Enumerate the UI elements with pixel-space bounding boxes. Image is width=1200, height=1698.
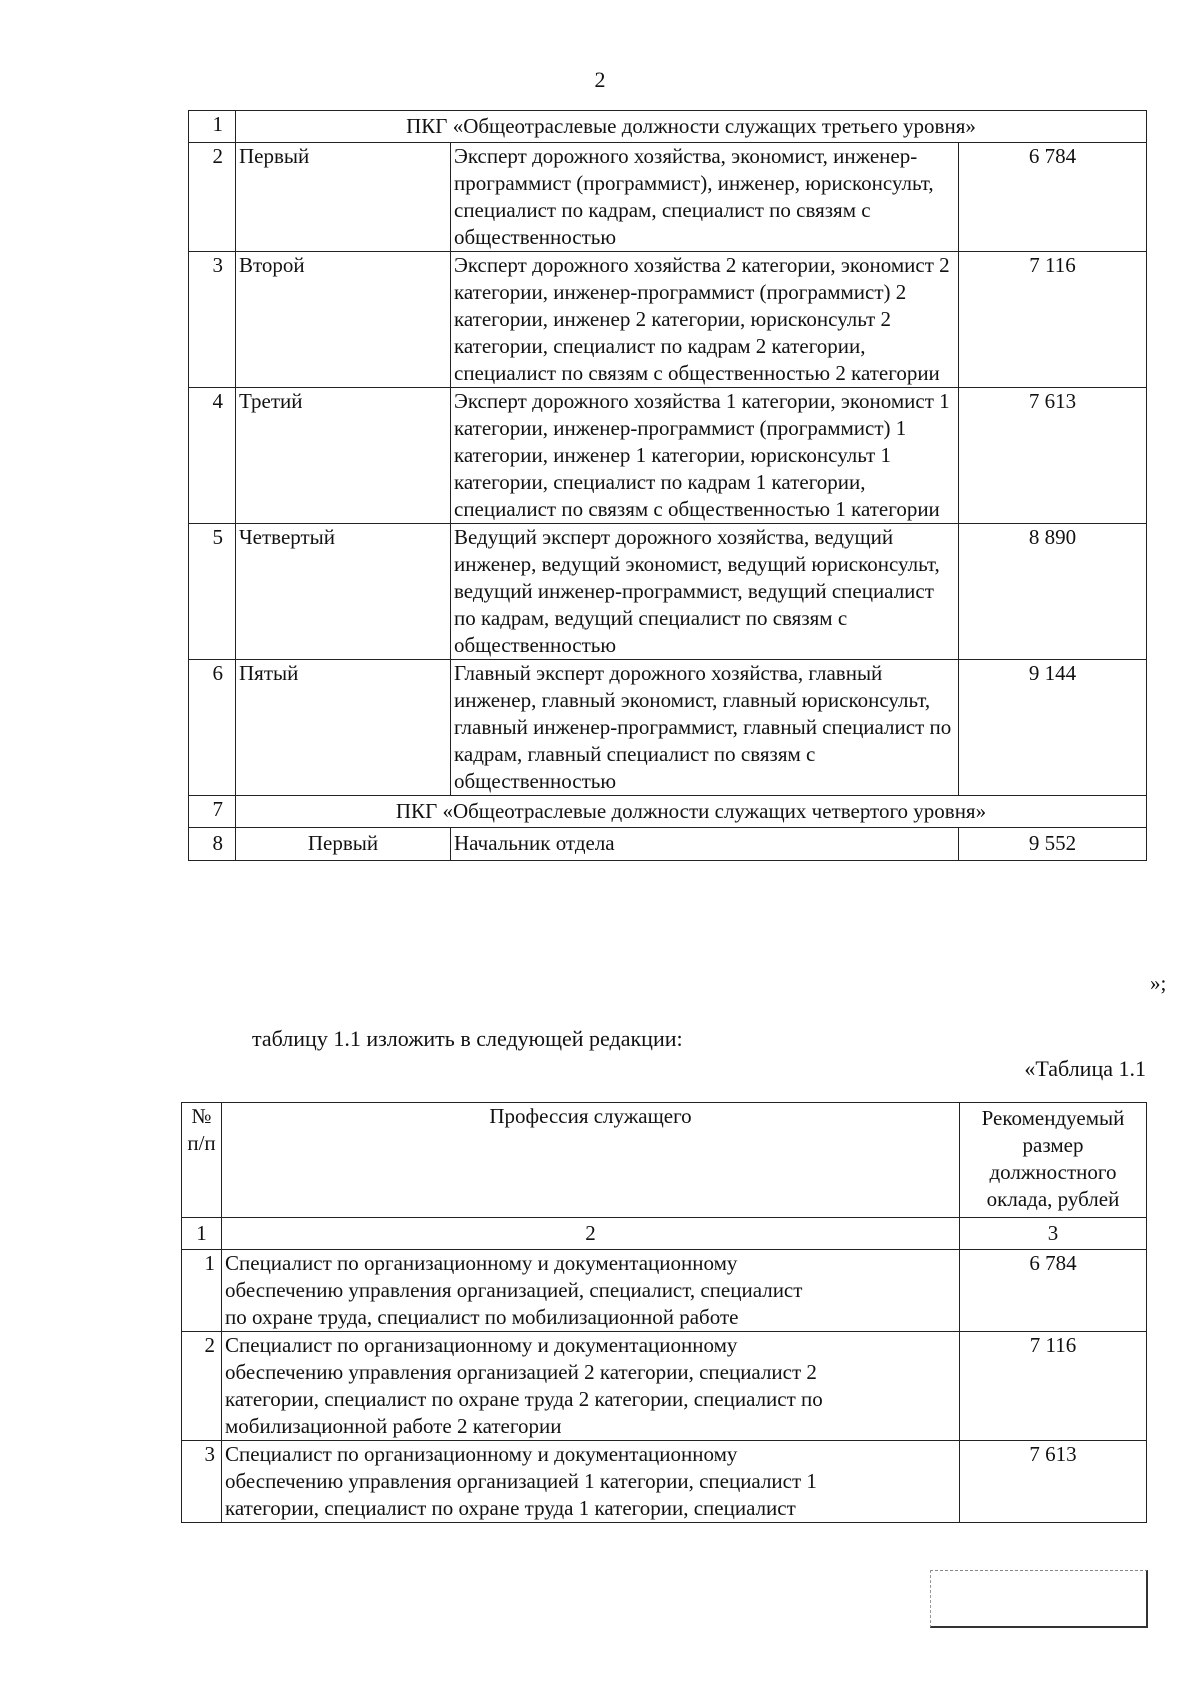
salary-value: 9 552 bbox=[959, 828, 1147, 861]
closing-quote: »; bbox=[1150, 971, 1167, 995]
table-row bbox=[189, 524, 1147, 660]
row-number: 1 bbox=[182, 1250, 222, 1332]
table-caption: «Таблица 1.1 bbox=[1024, 1056, 1146, 1081]
salary-value: 8 890 bbox=[959, 524, 1147, 660]
row-number: 8 bbox=[189, 828, 236, 861]
positions-list: Эксперт дорожного хозяйства, экономист, инженер-программист (программист), инженер, юрисконсульт, специалист по кадрам, специалист по связям с общественностью bbox=[451, 143, 959, 252]
qualification-level: Пятый bbox=[236, 660, 451, 796]
salary-value: 7 613 bbox=[960, 1441, 1147, 1523]
positions-list: Эксперт дорожного хозяйства 1 категории, экономист 1 категории, инженер-программист (программист) 1 категории, инженер 1 категории, юрисконсульт 1 категории, специалист по кадрам 1 категории, специалист по связям с общественностью 1 категории bbox=[451, 388, 959, 524]
qualification-level: Третий bbox=[236, 388, 451, 524]
row-number: 5 bbox=[189, 524, 236, 660]
qualification-level: Первый bbox=[236, 143, 451, 252]
table-row bbox=[189, 111, 1147, 143]
table-row bbox=[189, 388, 1147, 524]
profession-text: Специалист по организационному и документационному обеспечению управления организацией, специалист, специалист по охране труда, специалист по мобилизационной работе bbox=[222, 1250, 960, 1332]
table-header-row bbox=[182, 1103, 1147, 1218]
salary-value: 7 613 bbox=[959, 388, 1147, 524]
profession-text: Специалист по организационному и документационному обеспечению управления организацией 1 категории, специалист 1 категории, специалист по охране труда 1 категории, специалист bbox=[222, 1441, 960, 1523]
salary-value: 7 116 bbox=[960, 1332, 1147, 1441]
table-row bbox=[189, 828, 1147, 861]
header-number: № п/п bbox=[182, 1103, 222, 1218]
column-number: 2 bbox=[222, 1218, 960, 1250]
positions-list: Ведущий эксперт дорожного хозяйства, ведущий инженер, ведущий экономист, ведущий юрисконсульт, ведущий инженер-программист, ведущий специалист по кадрам, ведущий специалист по связям с общественностью bbox=[451, 524, 959, 660]
positions-list: Эксперт дорожного хозяйства 2 категории, экономист 2 категории, инженер-программист (программист) 2 категории, инженер 2 категории, юрисконсульт 2 категории, специалист по кадрам 2 категории, специалист по связям с общественностью 2 категории bbox=[451, 252, 959, 388]
column-numbers-row bbox=[182, 1218, 1147, 1250]
row-number: 6 bbox=[189, 660, 236, 796]
salary-value: 7 116 bbox=[959, 252, 1147, 388]
row-number: 3 bbox=[182, 1441, 222, 1523]
salary-table-1-1 bbox=[181, 1102, 1147, 1523]
group-heading: ПКГ «Общеотраслевые должности служащих третьего уровня» bbox=[236, 111, 1147, 143]
profession-text: Специалист по организационному и документационному обеспечению управления организацией 2 категории, специалист 2 категории, специалист по охране труда 2 категории, специалист по мобилизационной работе 2 категории bbox=[222, 1332, 960, 1441]
row-number: 1 bbox=[189, 111, 236, 143]
table-row bbox=[189, 796, 1147, 828]
table-row bbox=[189, 143, 1147, 252]
positions-list: Начальник отдела bbox=[451, 828, 959, 861]
column-number: 1 bbox=[182, 1218, 222, 1250]
group-heading: ПКГ «Общеотраслевые должности служащих четвертого уровня» bbox=[236, 796, 1147, 828]
salary-table-third-fourth-level bbox=[188, 110, 1147, 861]
qualification-level: Четвертый bbox=[236, 524, 451, 660]
registration-stamp bbox=[930, 1570, 1148, 1628]
salary-value: 6 784 bbox=[960, 1250, 1147, 1332]
row-number: 2 bbox=[189, 143, 236, 252]
positions-list: Главный эксперт дорожного хозяйства, главный инженер, главный экономист, главный юрисконсульт, главный инженер-программист, главный специалист по кадрам, главный специалист по связям с общественностью bbox=[451, 660, 959, 796]
table-row bbox=[189, 660, 1147, 796]
row-number: 7 bbox=[189, 796, 236, 828]
table-row bbox=[182, 1250, 1147, 1332]
table-row bbox=[182, 1332, 1147, 1441]
instruction-text: таблицу 1.1 изложить в следующей редакции: bbox=[252, 1026, 683, 1051]
table-row bbox=[182, 1441, 1147, 1523]
header-salary: Рекомендуемый размер должностного оклада, рублей bbox=[960, 1103, 1147, 1218]
header-profession: Профессия служащего bbox=[222, 1103, 960, 1218]
salary-value: 6 784 bbox=[959, 143, 1147, 252]
row-number: 3 bbox=[189, 252, 236, 388]
table-row bbox=[189, 252, 1147, 388]
column-number: 3 bbox=[960, 1218, 1147, 1250]
page-number: 2 bbox=[594, 67, 606, 92]
row-number: 4 bbox=[189, 388, 236, 524]
qualification-level: Второй bbox=[236, 252, 451, 388]
qualification-level: Первый bbox=[236, 828, 451, 861]
salary-value: 9 144 bbox=[959, 660, 1147, 796]
row-number: 2 bbox=[182, 1332, 222, 1441]
